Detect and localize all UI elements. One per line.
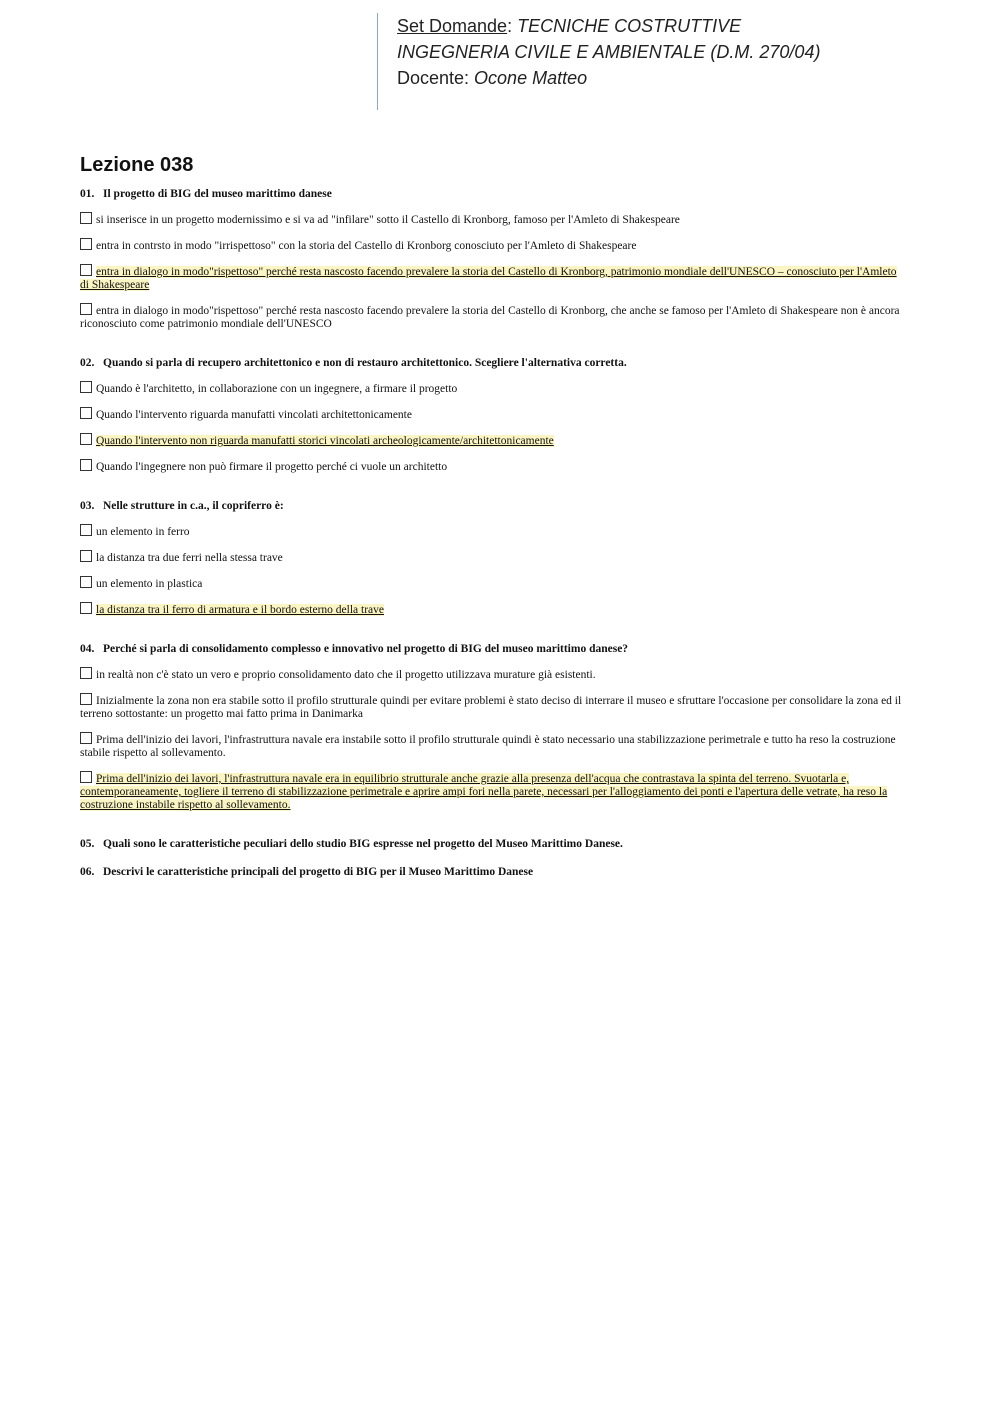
checkbox-icon[interactable] bbox=[80, 576, 92, 588]
checkbox-icon[interactable] bbox=[80, 238, 92, 250]
answer-option-correct[interactable] bbox=[80, 602, 905, 617]
checkbox-icon[interactable] bbox=[80, 550, 92, 562]
answer-option[interactable] bbox=[80, 550, 905, 565]
checkbox-icon[interactable] bbox=[80, 381, 92, 393]
answer-label: in realtà non c'è stato un vero e proprio consolidamento dato che il progetto utilizzava murature già esistenti. bbox=[96, 669, 596, 681]
question-block bbox=[80, 837, 905, 851]
answer-option[interactable] bbox=[80, 238, 905, 253]
checkbox-icon[interactable] bbox=[80, 602, 92, 614]
set-line bbox=[397, 13, 937, 39]
set-colon: : bbox=[507, 16, 518, 36]
checkbox-icon[interactable] bbox=[80, 303, 92, 315]
answer-label: un elemento in ferro bbox=[96, 526, 190, 538]
answer-label: Quando l'ingegnere non può firmare il progetto perché ci vuole un architetto bbox=[96, 461, 448, 473]
answer-label: la distanza tra due ferri nella stessa trave bbox=[96, 552, 283, 564]
answer-label: Quando l'intervento non riguarda manufatti storici vincolati archeologicamente/architettonicamente bbox=[96, 435, 554, 447]
question-label: Perché si parla di consolidamento complesso e innovativo nel progetto di BIG del museo marittimo danese? bbox=[103, 643, 629, 655]
answer-label: la distanza tra il ferro di armatura e il bordo esterno della trave bbox=[96, 604, 385, 616]
question-block bbox=[80, 499, 905, 617]
question-number: 06. bbox=[80, 866, 95, 878]
question-text bbox=[80, 837, 905, 851]
question-label: Quali sono le caratteristiche peculiari dello studio BIG espresse nel progetto del Museo Marittimo Danese. bbox=[103, 838, 623, 850]
checkbox-icon[interactable] bbox=[80, 693, 92, 705]
answer-option[interactable] bbox=[80, 212, 905, 227]
checkbox-icon[interactable] bbox=[80, 264, 92, 276]
question-label: Quando si parla di recupero architettonico e non di restauro architettonico. Scegliere l'alternativa corretta. bbox=[103, 357, 627, 369]
question-number: 01. bbox=[80, 188, 95, 200]
docente-label: Docente: bbox=[397, 68, 475, 88]
answer-option[interactable] bbox=[80, 693, 905, 721]
answer-label: Inizialmente la zona non era stabile sotto il profilo strutturale quindi per evitare problemi è stato deciso di interrare il museo e sfruttare l'occasione per consolidare la zona ed il terreno sottostante: un progetto mai fatto prima in Danimarka bbox=[80, 695, 902, 720]
answer-option-correct[interactable] bbox=[80, 433, 905, 448]
answer-option[interactable] bbox=[80, 459, 905, 474]
question-number: 05. bbox=[80, 838, 95, 850]
course-line bbox=[397, 39, 937, 65]
question-text bbox=[80, 187, 905, 201]
checkbox-icon[interactable] bbox=[80, 667, 92, 679]
question-block bbox=[80, 187, 905, 331]
question-label: Descrivi le caratteristiche principali del progetto di BIG per il Museo Marittimo Danese bbox=[103, 866, 534, 878]
answer-label: Quando è l'architetto, in collaborazione con un ingegnere, a firmare il progetto bbox=[96, 383, 458, 395]
question-label: Nelle strutture in c.a., il copriferro è: bbox=[103, 500, 284, 512]
docente-name: Ocone Matteo bbox=[474, 68, 588, 88]
answer-label: si inserisce in un progetto modernissimo e si va ad "infilare" sotto il Castello di Kronborg, famoso per l'Amleto di Shakespeare bbox=[96, 214, 680, 226]
question-number: 03. bbox=[80, 500, 95, 512]
answer-label: Quando l'intervento riguarda manufatti vincolati architettonicamente bbox=[96, 409, 412, 421]
answer-label: entra in dialogo in modo"rispettoso" perché resta nascosto facendo prevalere la storia del Castello di Kronborg, patrimonio mondiale dell'UNESCO – conosciuto per l'Amleto di Shakespeare bbox=[80, 266, 897, 291]
checkbox-icon[interactable] bbox=[80, 732, 92, 744]
answer-option[interactable] bbox=[80, 381, 905, 396]
answer-option[interactable] bbox=[80, 576, 905, 591]
question-text bbox=[80, 642, 905, 656]
answer-label: Prima dell'inizio dei lavori, l'infrastruttura navale era instabile sotto il profilo strutturale quindi è stato necessario una stabilizzazione perimetrale e tutto ha reso la costruzione stabile rispetto al sollevamento. bbox=[80, 734, 896, 759]
checkbox-icon[interactable] bbox=[80, 524, 92, 536]
answer-option[interactable] bbox=[80, 667, 905, 682]
checkbox-icon[interactable] bbox=[80, 771, 92, 783]
checkbox-icon[interactable] bbox=[80, 459, 92, 471]
answer-label: entra in contrsto in modo "irrispettoso" con la storia del Castello di Kronborg conosciuto per l'Amleto di Shakespeare bbox=[96, 240, 637, 252]
question-text bbox=[80, 356, 905, 370]
course-name: INGEGNERIA CIVILE E AMBIENTALE (D.M. 270/04) bbox=[397, 42, 821, 62]
set-title: TECNICHE COSTRUTTIVE bbox=[517, 16, 742, 36]
answer-label: entra in dialogo in modo"rispettoso" perché resta nascosto facendo prevalere la storia del Castello di Kronborg, che anche se famoso per l'Amleto di Shakespeare non è ancora riconosciuto come patrimonio mondiale dell'UNESCO bbox=[80, 305, 900, 330]
answer-option-correct[interactable] bbox=[80, 771, 905, 812]
question-block bbox=[80, 642, 905, 812]
set-label: Set Domande bbox=[397, 16, 508, 36]
checkbox-icon[interactable] bbox=[80, 212, 92, 224]
checkbox-icon[interactable] bbox=[80, 433, 92, 445]
question-block bbox=[80, 865, 905, 879]
answer-label: Prima dell'inizio dei lavori, l'infrastruttura navale era in equilibrio strutturale anche grazie alla presenza dell'acqua che contrastava la spinta del terreno. Svuotarla e, contemporaneamente, togliere il terreno di stabilizzazione perimetrale e aprire ampi fori nella parete, necessari per l'alloggiamento dei ponti e l'apertura delle vetrate, ha reso la costruzione instabile rispetto al sollevamento. bbox=[80, 773, 888, 811]
docente-line bbox=[397, 65, 937, 91]
questions-list bbox=[80, 187, 905, 893]
question-text bbox=[80, 499, 905, 513]
answer-option-correct[interactable] bbox=[80, 264, 905, 292]
question-number: 02. bbox=[80, 357, 95, 369]
answer-label: un elemento in plastica bbox=[96, 578, 203, 590]
document-header bbox=[377, 13, 937, 110]
answer-option[interactable] bbox=[80, 407, 905, 422]
answer-option[interactable] bbox=[80, 303, 905, 331]
question-number: 04. bbox=[80, 643, 95, 655]
answer-option[interactable] bbox=[80, 732, 905, 760]
question-block bbox=[80, 356, 905, 474]
checkbox-icon[interactable] bbox=[80, 407, 92, 419]
answer-option[interactable] bbox=[80, 524, 905, 539]
question-label: Il progetto di BIG del museo marittimo danese bbox=[103, 188, 332, 200]
lesson-title: Lezione 038 bbox=[80, 154, 194, 176]
question-text bbox=[80, 865, 905, 879]
